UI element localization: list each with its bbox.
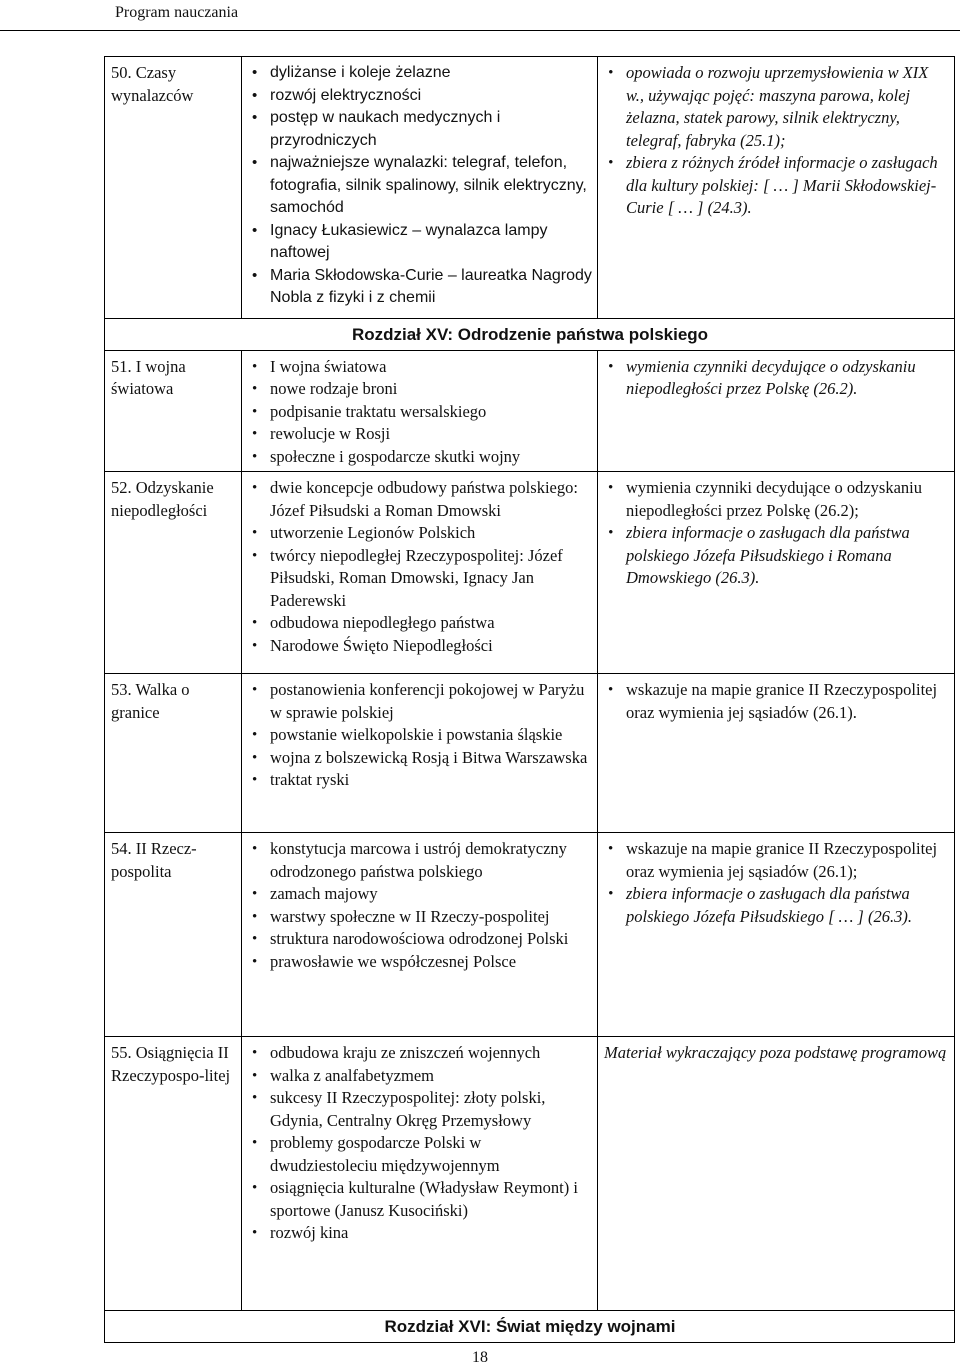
requirements-cell [598,674,955,833]
section-row [105,1311,955,1343]
content-item: • Ignacy Łukasiewicz – wynalazca lampy naftowej [248,220,592,265]
requirement-item: • opowiada o rozwoju uprzemysłowienia w XIX w., używając pojęć: maszyna parowa, kolej żelazna, statek parowy, silnik elektryczny, telegraf, fabryka (25.1); [604,62,949,152]
lesson-title: 50. Czasy wynalazców [105,57,242,319]
curriculum-table [104,56,955,1343]
content-item: • wojna z bolszewicką Rosją i Bitwa Warszawska [248,747,592,770]
table-row [105,57,955,319]
content-item: • rozwój kina [248,1222,592,1245]
table-row [105,472,955,674]
content-item: • prawosławie we współczesnej Polsce [248,951,592,974]
content-item: • Narodowe Święto Niepodległości [248,635,592,658]
content-item: • najważniejsze wynalazki: telegraf, telefon, fotografia, silnik spalinowy, silnik elektryczny, samochód [248,152,592,220]
content-item: • struktura narodowościowa odrodzonej Polski [248,928,592,951]
lesson-title: 53. Walka o granice [105,674,242,833]
content-item: • osiągnięcia kulturalne (Władysław Reymont) i sportowe (Janusz Kusociński) [248,1177,592,1222]
content-item: • sukcesy II Rzeczypospolitej: złoty polski, Gdynia, Centralny Okręg Przemysłowy [248,1087,592,1132]
content-item: • twórcy niepodległej Rzeczypospolitej: Józef Piłsudski, Roman Dmowski, Ignacy Jan Paderewski [248,545,592,613]
content-item: • Maria Skłodowska-Curie – laureatka Nagrody Nobla z fizyki i z chemii [248,265,592,310]
lesson-title: 54. II Rzecz-pospolita [105,833,242,1037]
out-of-scope-note: Materiał wykraczający poza podstawę programową [598,1037,955,1311]
table-row [105,833,955,1037]
requirements-cell [598,472,955,674]
content-item: • odbudowa kraju ze zniszczeń wojennych [248,1042,592,1065]
content-item: • rewolucje w Rosji [248,423,592,446]
content-item: • warstwy społeczne w II Rzeczy-pospolitej [248,906,592,929]
requirements-cell [598,350,955,472]
content-cell [242,57,598,319]
content-item: • zamach majowy [248,883,592,906]
page-number: 18 [472,1349,488,1366]
requirement-item: • wskazuje na mapie granice II Rzeczypospolitej oraz wymienia jej sąsiadów (26.1); [604,838,949,883]
lesson-title: 52. Odzyskanie niepodległości [105,472,242,674]
requirement-item: • zbiera informacje o zasługach dla państwa polskiego Józefa Piłsudskiego i Romana Dmowskiego (26.3). [604,522,949,590]
lesson-title: 55. Osiągnięcia II Rzeczypospo-litej [105,1037,242,1311]
content-cell [242,1037,598,1311]
requirement-item: • zbiera z różnych źródeł informacje o zasługach dla kultury polskiej: [ … ] Marii Skłodowskiej-Curie [ … ] (24.3). [604,152,949,220]
table-row [105,1037,955,1311]
content-item: • walka z analfabetyzmem [248,1065,592,1088]
content-item: • społeczne i gospodarcze skutki wojny [248,446,592,469]
content-item: • podpisanie traktatu wersalskiego [248,401,592,424]
content-item: • odbudowa niepodległego państwa [248,612,592,635]
content-item: • dyliżanse i koleje żelazne [248,62,592,85]
content-cell [242,472,598,674]
content-item: • konstytucja marcowa i ustrój demokratyczny odrodzonego państwa polskiego [248,838,592,883]
content-cell [242,833,598,1037]
lesson-title: 51. I wojna światowa [105,350,242,472]
table-row [105,350,955,472]
content-cell [242,350,598,472]
table-row [105,674,955,833]
header-title: Program nauczania [115,4,239,21]
content-item: • postęp w naukach medycznych i przyrodniczych [248,107,592,152]
section-heading: Rozdział XV: Odrodzenie państwa polskiego [105,319,955,351]
page-header [0,0,960,31]
content-item: • powstanie wielkopolskie i powstania śląskie [248,724,592,747]
content-item: • nowe rodzaje broni [248,378,592,401]
content-item: • traktat ryski [248,769,592,792]
content-item: • problemy gospodarcze Polski w dwudziestoleciu międzywojennym [248,1132,592,1177]
section-row [105,319,955,351]
requirement-item: • wskazuje na mapie granice II Rzeczypospolitej oraz wymienia jej sąsiadów (26.1). [604,679,949,724]
content-item: • utworzenie Legionów Polskich [248,522,592,545]
requirements-cell [598,57,955,319]
content-item: • rozwój elektryczności [248,85,592,108]
requirements-cell [598,833,955,1037]
content-item: • I wojna światowa [248,356,592,379]
requirement-item: • wymienia czynniki decydujące o odzyskaniu niepodległości przez Polskę (26.2); [604,477,949,522]
content-cell [242,674,598,833]
requirement-item: • zbiera informacje o zasługach dla państwa polskiego Józefa Piłsudskiego [ … ] (26.3). [604,883,949,928]
content-item: • postanowienia konferencji pokojowej w Paryżu w sprawie polskiej [248,679,592,724]
content-item: • dwie koncepcje odbudowy państwa polskiego: Józef Piłsudski a Roman Dmowski [248,477,592,522]
section-heading: Rozdział XVI: Świat między wojnami [105,1311,955,1343]
requirement-item: • wymienia czynniki decydujące o odzyskaniu niepodległości przez Polskę (26.2). [604,356,949,401]
